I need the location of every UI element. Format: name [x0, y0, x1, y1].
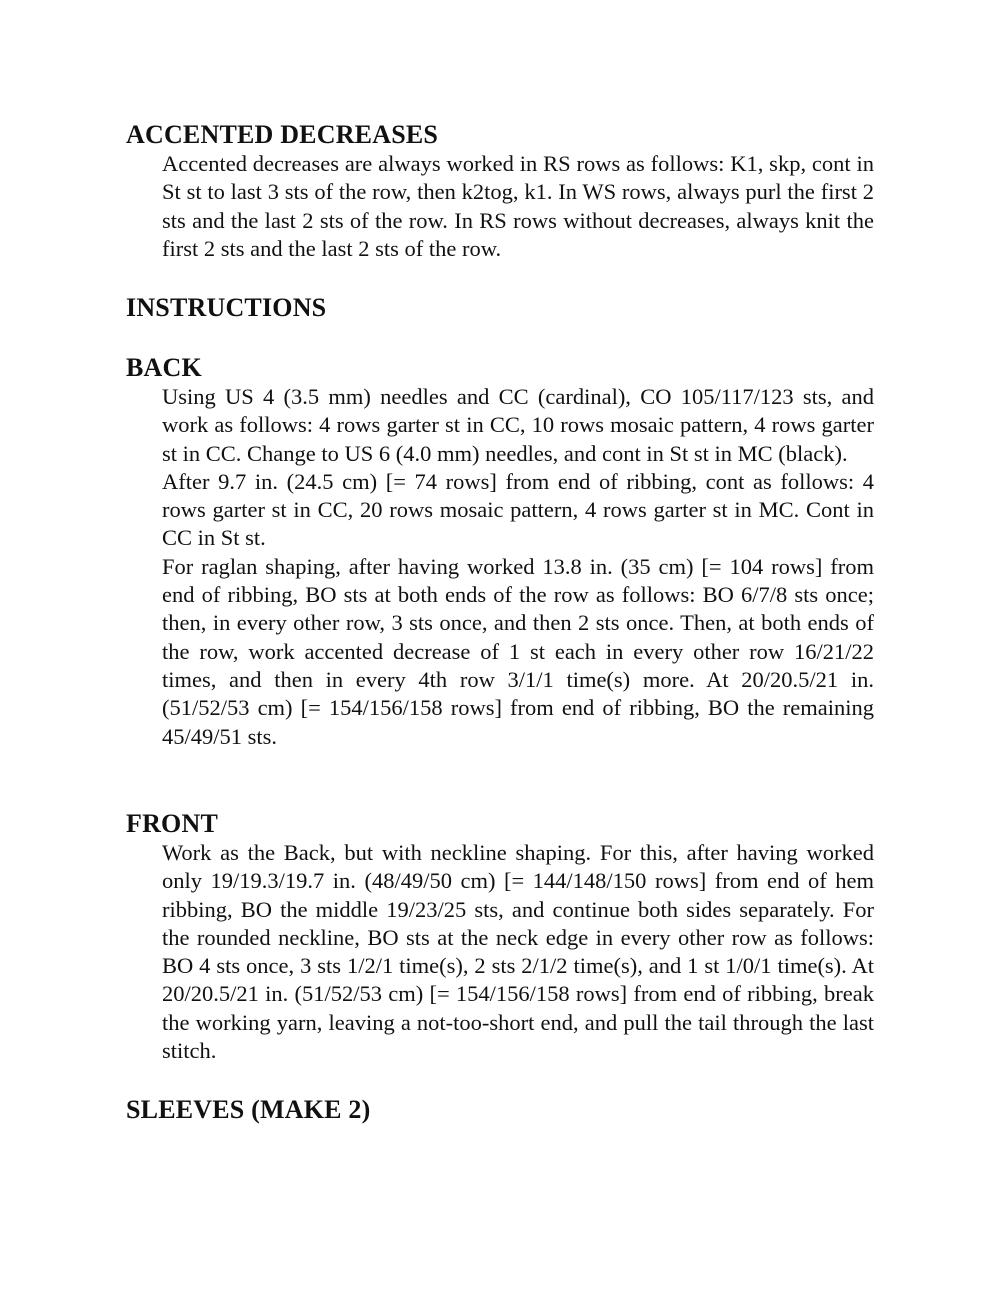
body-back	[162, 383, 874, 751]
section-back	[126, 353, 876, 751]
heading-accented-decreases: ACCENTED DECREASES	[126, 120, 439, 149]
paragraph: Accented decreases are always worked in RS rows as follows: K1, skp, cont in St st to last 3 sts of the row, then k2tog, k1. In WS rows, always purl the first 2 sts and the last 2 sts of the row. In RS rows without decreases, always knit the first 2 sts and the last 2 sts of the row.	[162, 151, 874, 261]
paragraph: For raglan shaping, after having worked 13.8 in. (35 cm) [= 104 rows] from end of ribbing, BO sts at both ends of the row as follows: BO 6/7/8 sts once; then, in every other row, 3 sts once, and then 2 sts once. Then, at both ends of the row, work accented decrease of 1 st each in every other row 16/21/22 times, and then in every 4th row 3/1/1 time(s) more. At 20/20.5/21 in. (51/52/53 cm) [= 154/156/158 rows] from end of ribbing, BO the remaining 45/49/51 sts.	[162, 553, 874, 749]
paragraph: Using US 4 (3.5 mm) needles and CC (cardinal), CO 105/117/123 sts, and work as follows: 4 rows garter st in CC, 10 rows mosaic pattern, 4 rows garter st in CC. Change to US 6 (4.0 mm) needles, and cont in St st in MC (black).	[162, 384, 874, 466]
body-front	[162, 839, 874, 1065]
section-front	[126, 809, 876, 1065]
paragraph: After 9.7 in. (24.5 cm) [= 74 rows] from end of ribbing, cont as follows: 4 rows garter st in CC, 20 rows mosaic pattern, 4 rows garter st in MC. Cont in CC in St st.	[162, 468, 874, 551]
heading-instructions: INSTRUCTIONS	[126, 293, 327, 322]
section-sleeves	[126, 1095, 876, 1125]
section-instructions	[126, 293, 876, 323]
section-accented-decreases	[126, 120, 876, 263]
paragraph: Work as the Back, but with neckline shaping. For this, after having worked only 19/19.3/19.7 in. (48/49/50 cm) [= 144/148/150 rows] from end of hem ribbing, BO the middle 19/23/25 sts, and continue both sides separately. For the rounded neckline, BO sts at the neck edge in every other row as follows: BO 4 sts once, 3 sts 1/2/1 time(s), 2 sts 2/1/2 time(s), and 1 st 1/0/1 time(s). At 20/20.5/21 in. (51/52/53 cm) [= 154/156/158 rows] from end of ribbing, break the working yarn, leaving a not-too-short end, and pull the tail through the last stitch.	[162, 840, 874, 1064]
body-accented-decreases	[162, 150, 874, 263]
heading-back: BACK	[126, 353, 202, 382]
heading-sleeves: SLEEVES (MAKE 2)	[126, 1095, 371, 1124]
heading-front: FRONT	[126, 809, 218, 838]
